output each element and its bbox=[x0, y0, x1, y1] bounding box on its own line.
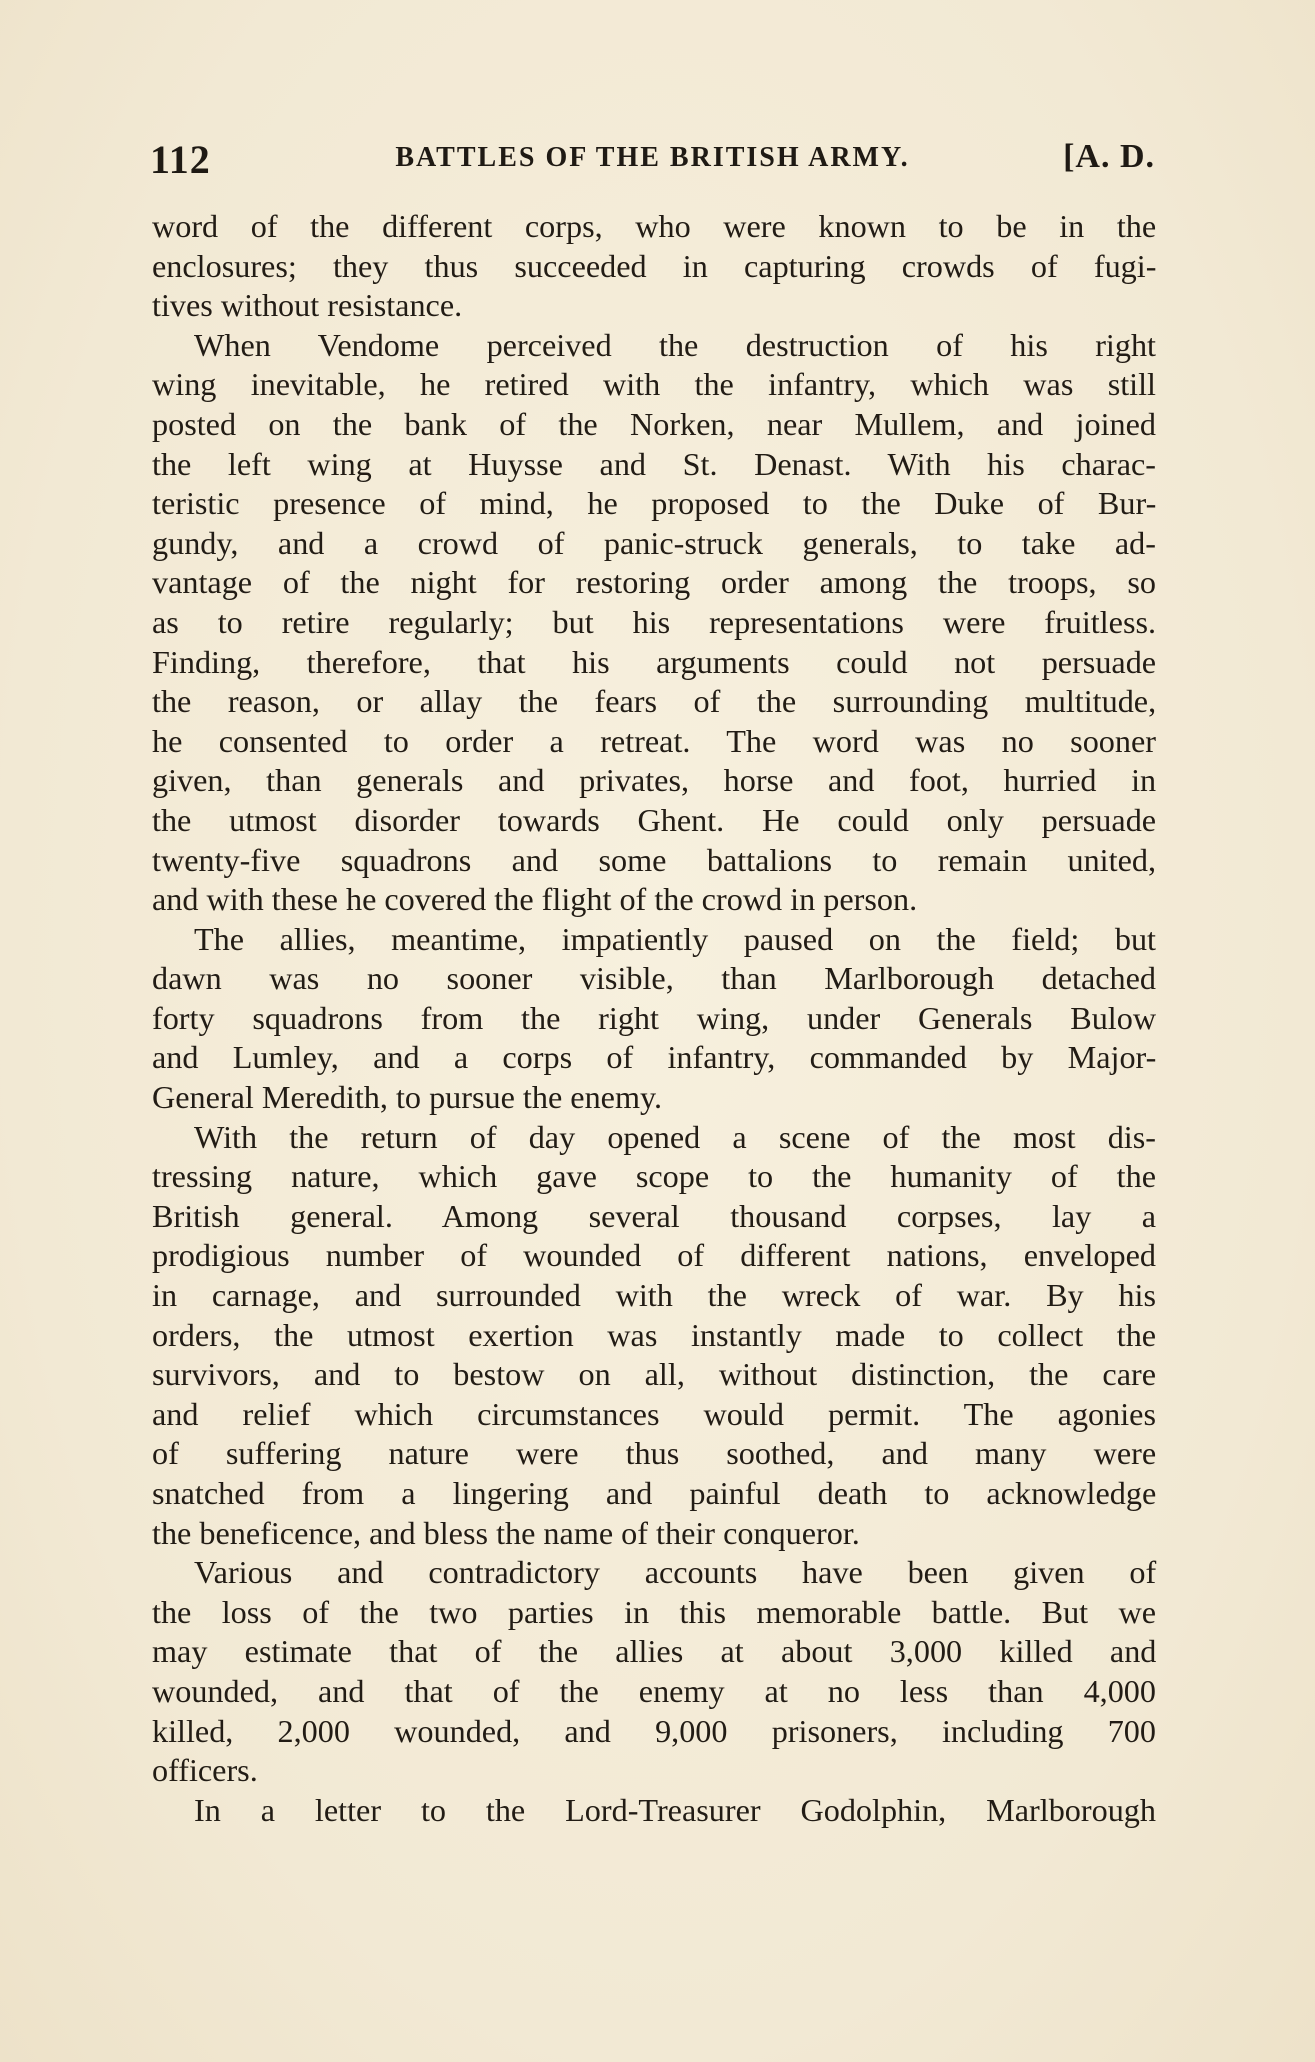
text-line: killed, 2,000 wounded, and 9,000 prisoners, including 700 bbox=[152, 1712, 1156, 1749]
text-line: the beneficence, and bless the name of their conqueror. bbox=[152, 1514, 860, 1551]
text-line: the utmost disorder towards Ghent. He could only persuade bbox=[152, 801, 1157, 838]
text-line: given, than generals and privates, horse and foot, hurried in bbox=[152, 762, 1157, 799]
text-line: With the return of day opened a scene of the most dis- bbox=[194, 1118, 1156, 1155]
text-line: Finding, therefore, that his arguments could not persuade bbox=[152, 643, 1157, 680]
text-line: the left wing at Huysse and St. Denast. With his charac- bbox=[152, 445, 1156, 482]
text-line: he consented to order a retreat. The word was no sooner bbox=[152, 722, 1156, 759]
text-line: Various and contradictory accounts have been given of bbox=[194, 1554, 1157, 1591]
text-line: wing inevitable, he retired with the infantry, which was still bbox=[152, 366, 1156, 403]
page-number: 112 bbox=[150, 137, 211, 182]
text-line: in carnage, and surrounded with the wreck of war. By his bbox=[152, 1277, 1156, 1314]
text-line: prodigious number of wounded of different nations, enveloped bbox=[152, 1237, 1156, 1274]
text-line: forty squadrons from the right wing, under Generals Bulow bbox=[152, 999, 1157, 1036]
text-line: the reason, or allay the fears of the surrounding multitude, bbox=[152, 683, 1157, 720]
text-line: dawn was no sooner visible, than Marlborough detached bbox=[152, 960, 1156, 997]
page-header bbox=[150, 136, 1155, 184]
text-line: enclosures; they thus succeeded in capturing crowds of fugi- bbox=[152, 247, 1157, 284]
text-line: posted on the bank of the Norken, near Mullem, and joined bbox=[152, 405, 1156, 442]
era-mark: [A. D. bbox=[1063, 138, 1155, 175]
text-line: officers. bbox=[152, 1752, 258, 1789]
text-line: survivors, and to bestow on all, without distinction, the care bbox=[152, 1356, 1156, 1393]
text-line: and relief which circumstances would permit. The agonies bbox=[152, 1395, 1156, 1432]
text-line: of suffering nature were thus soothed, and many were bbox=[152, 1435, 1157, 1472]
text-line: twenty-five squadrons and some battalions to remain united, bbox=[152, 841, 1156, 878]
text-line: In a letter to the Lord-Treasurer Godolphin, Marlborough bbox=[194, 1791, 1156, 1828]
text-line: gundy, and a crowd of panic-struck generals, to take ad- bbox=[152, 524, 1156, 561]
text-line: tressing nature, which gave scope to the humanity of the bbox=[152, 1158, 1156, 1195]
text-line: tives without resistance. bbox=[152, 287, 463, 324]
text-line: word of the different corps, who were known to be in the bbox=[152, 208, 1157, 244]
text-line: and Lumley, and a corps of infantry, commanded by Major- bbox=[152, 1039, 1157, 1076]
text-line: and with these he covered the flight of the crowd in person. bbox=[152, 881, 918, 918]
text-line: may estimate that of the allies at about 3,000 killed and bbox=[152, 1633, 1157, 1670]
text-line: vantage of the night for restoring order among the troops, so bbox=[152, 564, 1156, 601]
running-title: BATTLES OF THE BRITISH ARMY. bbox=[395, 142, 910, 173]
text-line: teristic presence of mind, he proposed to the Duke of Bur- bbox=[152, 485, 1157, 522]
text-line: snatched from a lingering and painful death to acknowledge bbox=[152, 1475, 1157, 1511]
text-line: wounded, and that of the enemy at no less than 4,000 bbox=[152, 1672, 1156, 1709]
text-line: When Vendome perceived the destruction of his right bbox=[194, 326, 1156, 363]
text-line: British general. Among several thousand corpses, lay a bbox=[152, 1197, 1157, 1234]
text-line: The allies, meantime, impatiently paused on the field; but bbox=[194, 920, 1156, 957]
text-line: the loss of the two parties in this memorable battle. But we bbox=[152, 1593, 1157, 1630]
text-line: General Meredith, to pursue the enemy. bbox=[152, 1079, 663, 1116]
text-line: orders, the utmost exertion was instantly made to collect the bbox=[152, 1316, 1157, 1353]
body-text bbox=[152, 207, 1156, 1830]
text-line: as to retire regularly; but his representations were fruitless. bbox=[152, 603, 1157, 640]
